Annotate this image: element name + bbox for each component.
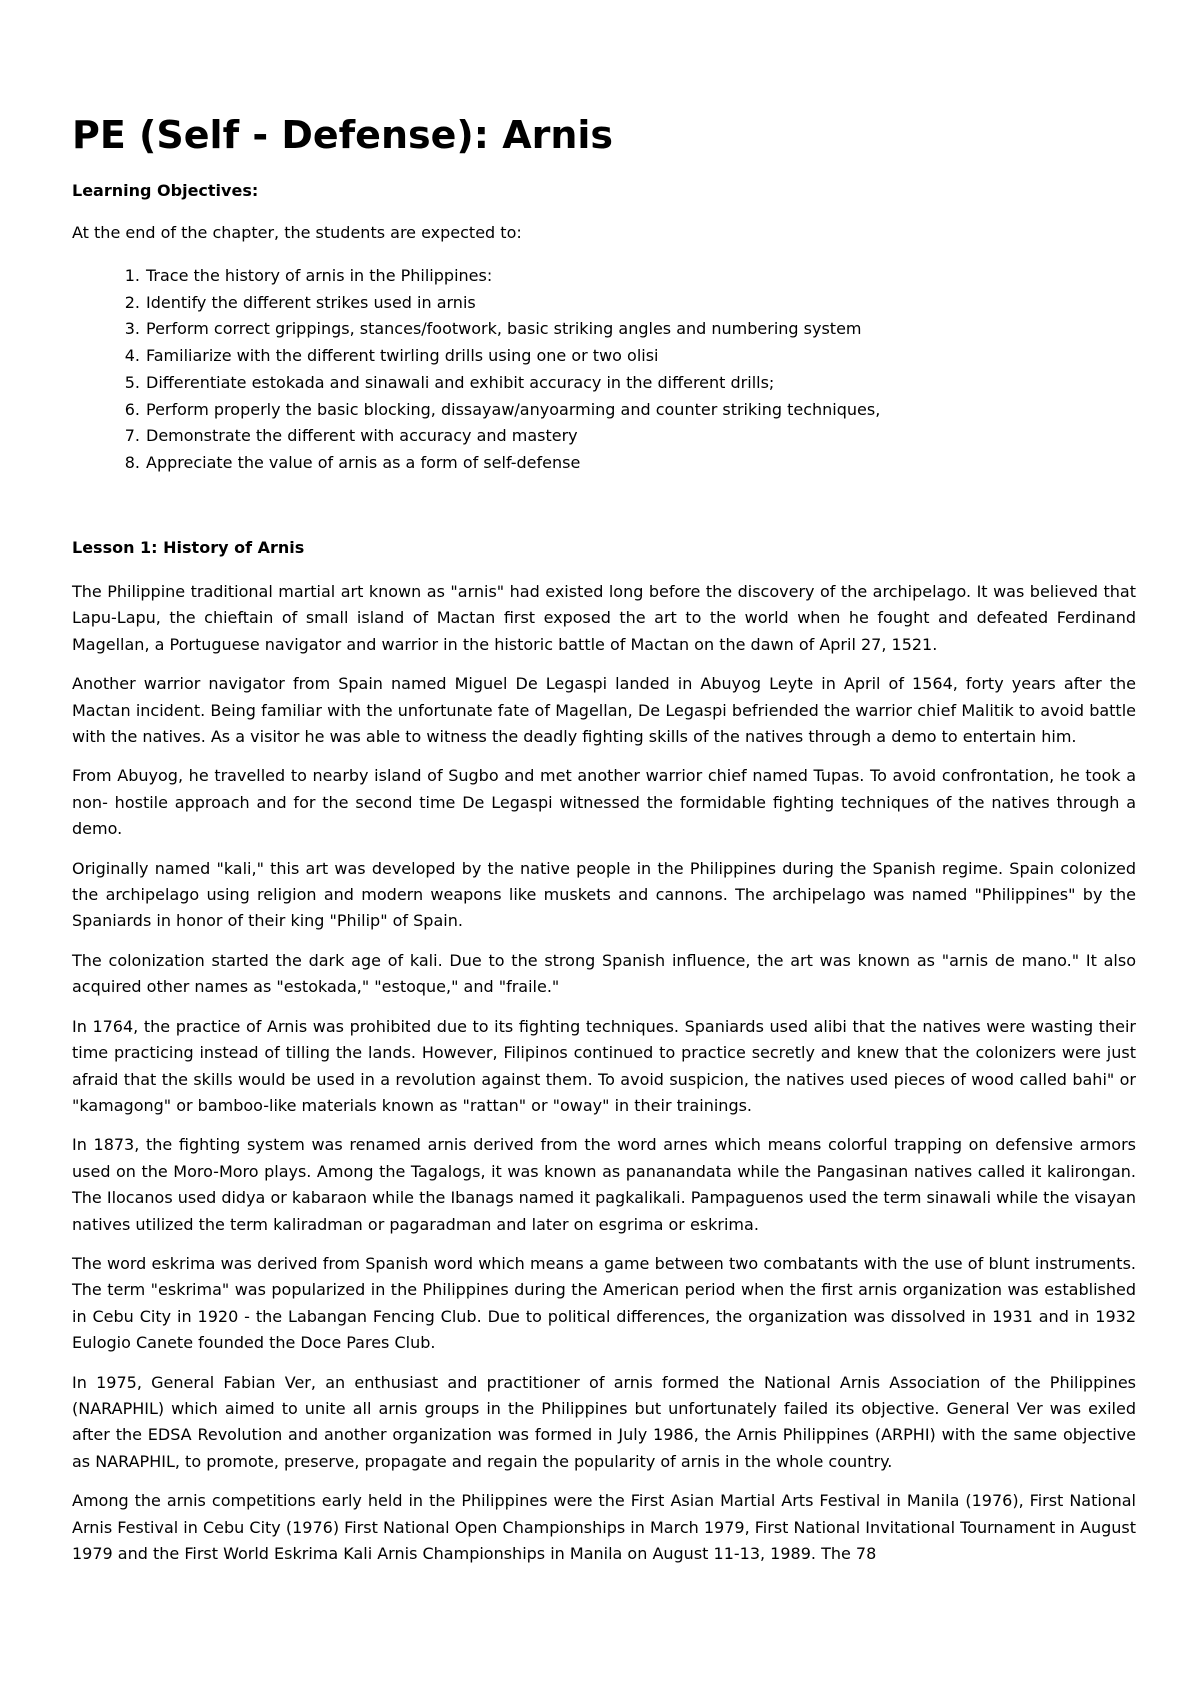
list-item bbox=[72, 370, 880, 397]
objectives-intro: At the end of the chapter, the students are expected to: bbox=[72, 223, 522, 242]
paragraph: In 1975, General Fabian Ver, an enthusiast and practitioner of arnis formed the National Arnis Association of the Philippines (NARAPHIL) which aimed to unite all arnis groups in the Philippines but unfortunately failed its objective. General Ver was exiled after the EDSA Revolution and another organization was formed in July 1986, the Arnis Philippines (ARPHI) with the same objective as NARAPHIL, to promote, preserve, propagate and regain the popularity of arnis in the whole country. bbox=[72, 1372, 1136, 1471]
list-item-number: 1. bbox=[124, 266, 140, 285]
list-item bbox=[72, 316, 880, 343]
list-item bbox=[72, 423, 880, 450]
paragraph: The colonization started the dark age of kali. Due to the strong Spanish influence, the art was known as "arnis de mano." It also acquired other names as "estokada," "estoque," and "fraile." bbox=[72, 950, 1136, 997]
paragraph: The word eskrima was derived from Spanish word which means a game between two combatants with the use of blunt instruments. The term "eskrima" was popularized in the Philippines during the American period when the first arnis organization was established in Cebu City in 1920 - the Labangan Fencing Club. Due to political differences, the organization was dissolved in 1931 and in 1932 Eulogio Canete founded the Doce Pares Club. bbox=[72, 1253, 1136, 1353]
list-item-text: Perform properly the basic blocking, dissayaw/anyoarming and counter striking techniques, bbox=[146, 399, 881, 419]
paragraph: In 1873, the fighting system was renamed arnis derived from the word arnes which means colorful trapping on defensive armors used on the Moro-Moro plays. Among the Tagalogs, it was known as pananandata while the Pangasinan natives called it kalirongan. The Ilocanos used didya or kabaraon while the Ibanags named it pagkalikali. Pampaguenos used the term sinawali while the visayan natives utilized the term kaliradman or pagaradman and later on esgrima or eskrima. bbox=[72, 1135, 1136, 1234]
list-item-text: Familiarize with the different twirling drills using one or two olisi bbox=[146, 346, 659, 366]
list-item-number: 7. bbox=[124, 426, 140, 446]
list-item-number: 5. bbox=[124, 372, 140, 392]
list-item bbox=[72, 290, 880, 317]
paragraph: Another warrior navigator from Spain named Miguel De Legaspi landed in Abuyog Leyte in April of 1564, forty years after the Mactan incident. Being familiar with the unfortunate fate of Magellan, De Legaspi befriended the warrior chief Malitik to avoid battle with the natives. As a visitor he was able to witness the deadly fighting skills of the natives through a demo to entertain him. bbox=[72, 674, 1136, 747]
list-item-number: 3. bbox=[124, 319, 140, 339]
list-item-text: Identify the different strikes used in arnis bbox=[146, 292, 476, 312]
objectives-list bbox=[72, 263, 880, 477]
list-item bbox=[72, 397, 880, 424]
list-item-number: 6. bbox=[124, 399, 140, 419]
objectives-heading: Learning Objectives: bbox=[72, 181, 259, 200]
page-title: PE (Self - Defense): Arnis bbox=[72, 113, 614, 157]
list-item-text: Perform correct grippings, stances/footwork, basic striking angles and numbering system bbox=[146, 319, 862, 339]
list-item-number: 8. bbox=[124, 452, 140, 472]
list-item-number: 4. bbox=[124, 346, 140, 366]
list-item bbox=[72, 263, 880, 290]
list-item-text: Differentiate estokada and sinawali and exhibit accuracy in the different drills; bbox=[146, 372, 775, 392]
list-item bbox=[72, 343, 880, 370]
list-item-number: 2. bbox=[124, 292, 140, 312]
paragraph: Originally named "kali," this art was developed by the native people in the Philippines during the Spanish regime. Spain colonized the archipelago using religion and modern weapons like muskets and cannons. The archipelago was named "Philippines" by the Spaniards in honor of their king "Philip" of Spain. bbox=[72, 858, 1136, 931]
paragraph: From Abuyog, he travelled to nearby island of Sugbo and met another warrior chief named Tupas. To avoid confrontation, he took a non- hostile approach and for the second time De Legaspi witnessed the formidable fighting techniques of the natives through a demo. bbox=[72, 766, 1136, 839]
list-item-text: Trace the history of arnis in the Philippines: bbox=[146, 266, 493, 285]
paragraph: Among the arnis competitions early held in the Philippines were the First Asian Martial Arts Festival in Manila (1976), First National Arnis Festival in Cebu City (1976) First National Open Championships in March 1979, First National Invitational Tournament in August 1979 and the First World Eskrima Kali Arnis Championships in Manila on August 11-13, 1989. The 78 bbox=[72, 1491, 1136, 1563]
paragraph: In 1764, the practice of Arnis was prohibited due to its fighting techniques. Spaniards used alibi that the natives were wasting their time practicing instead of tilling the lands. However, Filipinos continued to practice secretly and knew that the colonizers were just afraid that the skills would be used in a revolution against them. To avoid suspicion, the natives used pieces of wood called bahi" or "kamagong" or bamboo-like materials known as "rattan" or "oway" in their trainings. bbox=[72, 1016, 1136, 1115]
list-item-text: Appreciate the value of arnis as a form of self-defense bbox=[146, 452, 581, 472]
lesson-heading: Lesson 1: History of Arnis bbox=[72, 538, 305, 557]
lesson-body bbox=[72, 579, 1136, 1580]
paragraph: The Philippine traditional martial art known as "arnis" had existed long before the discovery of the archipelago. It was believed that Lapu-Lapu, the chieftain of small island of Mactan first exposed the art to the world when he fought and defeated Ferdinand Magellan, a Portuguese navigator and warrior in the historic battle of Mactan on the dawn of April 27, 1521. bbox=[72, 582, 1136, 654]
list-item bbox=[72, 450, 880, 477]
list-item-text: Demonstrate the different with accuracy and mastery bbox=[146, 426, 578, 446]
